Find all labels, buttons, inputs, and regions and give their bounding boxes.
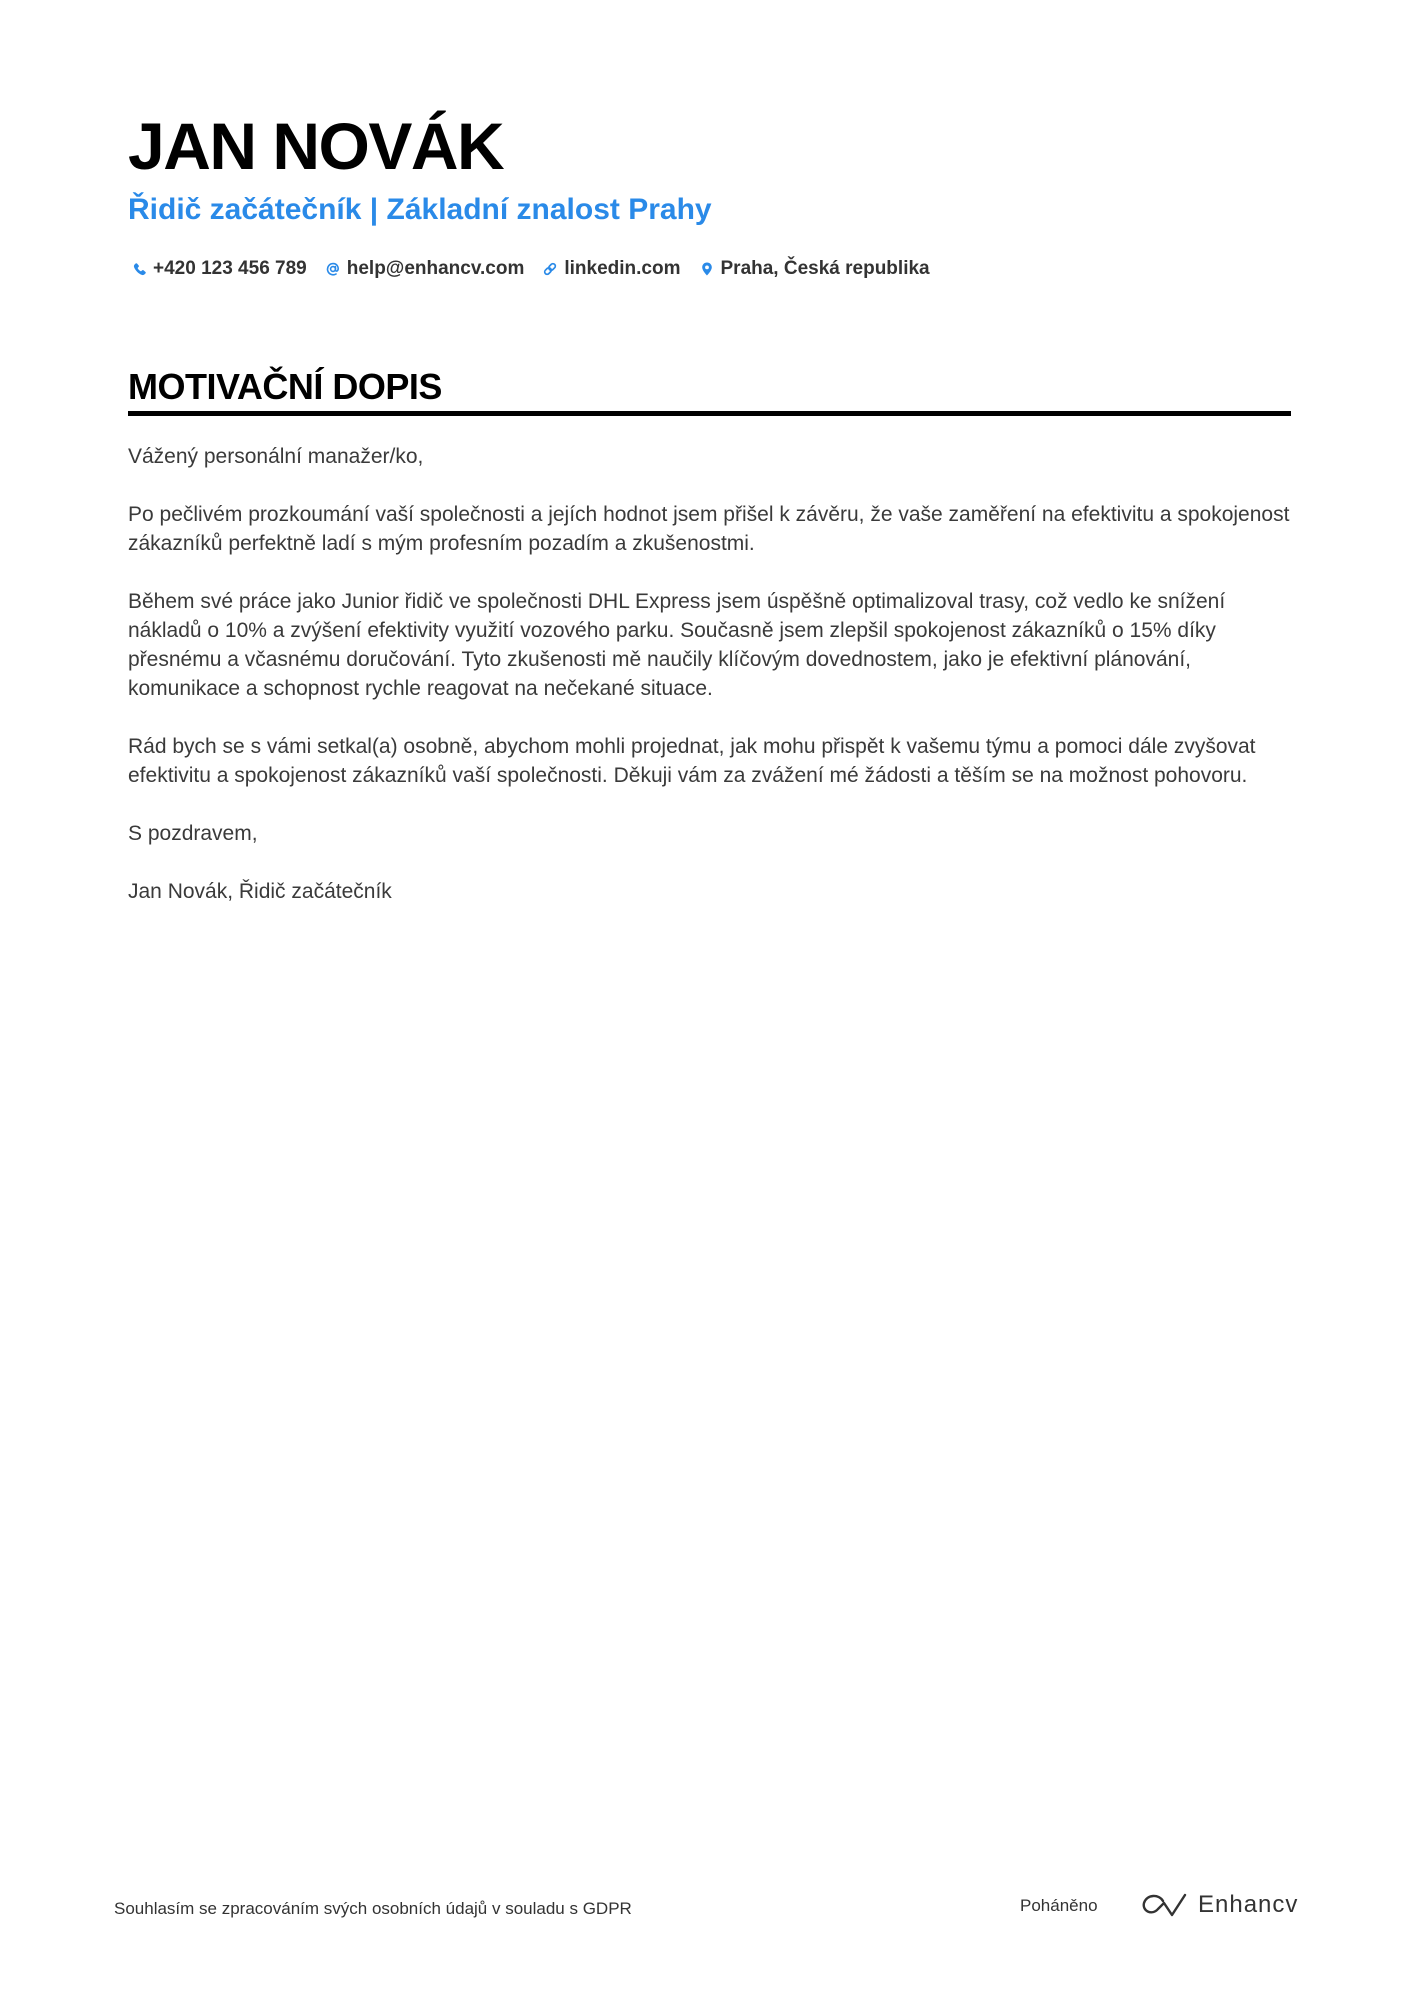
contact-email[interactable] [326,257,525,281]
contact-location [700,257,930,281]
contact-phone-text: +420 123 456 789 [153,258,307,279]
contact-row [132,257,930,281]
letter-paragraph: Po pečlivém prozkoumání vaší společnosti a jejích hodnot jsem přišel k závěru, že vaše zaměření na efektivitu a spokojenost zákazníků perfektně ladí s mým profesním pozadím a zkušenostmi. [128,503,1290,555]
letter-paragraph: Během své práce jako Junior řidič ve společnosti DHL Express jsem úspěšně optimalizoval trasy, což vedlo ke snížení nákladů o 10% a zvýšení efektivity využití vozového parku. Současně jsem zlepšil spokojenost zákazníků o 15% díky přesnému a včasnému doručování. Tyto zkušenosti mě naučily klíčovým dovednostem, jako je efektivní plánování, komunikace a schopnost rychle reagovat na nečekané situace. [128,590,1226,700]
section-title: MOTIVAČNÍ DOPIS [128,366,442,407]
letter-body [128,442,1291,935]
contact-linkedin[interactable] [543,257,680,281]
applicant-name: JAN NOVÁK [128,109,504,183]
enhancv-logo-text: Enhancv [1198,1891,1299,1918]
contact-phone[interactable] [132,257,307,281]
gdpr-consent-text: Souhlasím se zpracováním svých osobních údajů v souladu s GDPR [114,1899,632,1918]
contact-location-text: Praha, Česká republika [720,258,930,279]
contact-linkedin-text: linkedin.com [564,258,681,279]
powered-by-label: Poháněno [1020,1896,1098,1915]
applicant-headline: Řidič začátečník | Základní znalost Prahy [128,193,712,226]
letter-signature: Jan Novák, Řidič začátečník [128,880,392,903]
phone-icon [132,262,146,276]
link-icon [543,262,557,276]
enhancv-logo-icon [1140,1891,1188,1919]
contact-email-text: help@enhancv.com [346,258,525,279]
location-pin-icon [700,262,714,276]
section-divider [128,411,1291,416]
letter-paragraph: Rád bych se s vámi setkal(a) osobně, abychom mohli projednat, jak mohu přispět k vašemu týmu a pomoci dále zvyšovat efektivitu a spokojenost zákazníků vaší společnosti. Děkuji vám za zvážení mé žádosti a těším se na možnost pohovoru. [128,735,1256,787]
enhancv-logo [1140,1891,1298,1919]
letter-closing: S pozdravem, [128,822,258,845]
letter-salutation: Vážený personální manažer/ko, [128,445,424,468]
at-icon [326,262,340,276]
